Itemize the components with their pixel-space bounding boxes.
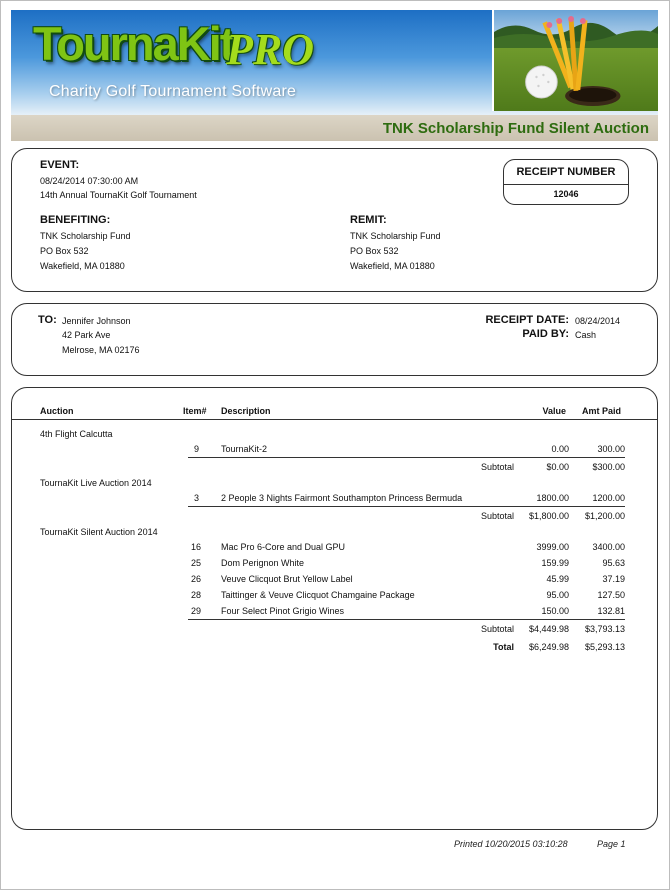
recipient-address1: 42 Park Ave — [62, 330, 111, 340]
group-auction-name: TournaKit Live Auction 2014 — [40, 478, 152, 488]
table-row-amt-paid: 132.81 — [597, 606, 625, 616]
table-row-value: 3999.00 — [536, 542, 569, 552]
auction-items-table — [11, 387, 658, 830]
benefiting-line1: TNK Scholarship Fund — [40, 231, 131, 241]
printed-timestamp: Printed 10/20/2015 03:10:28 — [454, 839, 568, 849]
table-row-description: Veuve Clicquot Brut Yellow Label — [221, 574, 353, 584]
table-row-item: 28 — [191, 590, 202, 600]
remit-line2: PO Box 532 — [350, 246, 399, 256]
table-row-value: 159.99 — [541, 558, 569, 568]
col-header-auction: Auction — [40, 406, 74, 416]
total-label: Total — [493, 642, 514, 652]
benefiting-line2: PO Box 532 — [40, 246, 89, 256]
remit-label: REMIT: — [350, 214, 387, 226]
recipient-box — [11, 303, 658, 376]
col-header-description: Description — [221, 406, 271, 416]
total-amt-paid: $5,293.13 — [584, 642, 625, 652]
table-row-item: 25 — [191, 558, 202, 568]
subtotal-amt-paid: $1,200.00 — [584, 511, 625, 521]
logo-wordmark: TournaKit — [33, 17, 234, 70]
table-row-description: Four Select Pinot Grigio Wines — [221, 606, 345, 616]
event-info-box — [11, 148, 658, 292]
col-header-value: Value — [542, 406, 566, 416]
subtotal-value: $0.00 — [546, 462, 569, 472]
table-row-item: 3 — [194, 493, 200, 503]
table-row-value: 95.00 — [546, 590, 569, 600]
event-label: EVENT: — [40, 159, 80, 171]
table-row-amt-paid: 95.63 — [602, 558, 625, 568]
header-banner — [11, 10, 658, 115]
subtotal-label: Subtotal — [480, 511, 514, 521]
table-row-value: 150.00 — [541, 606, 569, 616]
report-title: TNK Scholarship Fund Silent Auction — [382, 120, 649, 137]
page-number: Page 1 — [597, 839, 626, 849]
benefiting-label: BENEFITING: — [40, 214, 111, 226]
receipt-number-box — [503, 159, 629, 205]
table-row-amt-paid: 1200.00 — [592, 493, 625, 503]
table-row-amt-paid: 300.00 — [597, 444, 625, 454]
table-row-item: 26 — [191, 574, 202, 584]
table-row-amt-paid: 127.50 — [597, 590, 625, 600]
table-row-item: 9 — [194, 444, 200, 454]
table-row-description: 2 People 3 Nights Fairmont Southampton Princess Bermuda — [221, 493, 463, 503]
table-row-description: Mac Pro 6-Core and Dual GPU — [221, 542, 346, 552]
subtotal-amt-paid: $300.00 — [592, 462, 625, 472]
receipt-number-label: RECEIPT NUMBER — [516, 166, 616, 178]
group-divider — [188, 457, 625, 458]
receipt-date-label: RECEIPT DATE: — [485, 314, 569, 326]
event-datetime: 08/24/2014 07:30:00 AM — [40, 176, 139, 186]
table-row-value: 45.99 — [546, 574, 569, 584]
remit-line1: TNK Scholarship Fund — [350, 231, 441, 241]
col-header-item: Item# — [183, 406, 207, 416]
col-header-amt-paid: Amt Paid — [581, 406, 621, 416]
report-title-bar — [11, 115, 658, 141]
table-row-description: Taittinger & Veuve Clicquot Chamgaine Package — [221, 590, 415, 600]
subtotal-label: Subtotal — [480, 624, 514, 634]
subtotal-value: $1,800.00 — [528, 511, 569, 521]
group-auction-name: 4th Flight Calcutta — [40, 429, 113, 439]
golf-ball-pencils-photo — [492, 10, 658, 111]
table-row-amt-paid: 3400.00 — [592, 542, 625, 552]
subtotal-label: Subtotal — [480, 462, 514, 472]
golf-photo-illustration — [494, 10, 658, 111]
remit-line3: Wakefield, MA 01880 — [350, 261, 435, 271]
tagline: Charity Golf Tournament Software — [49, 83, 297, 100]
subtotal-amt-paid: $3,793.13 — [584, 624, 625, 634]
subtotal-value: $4,449.98 — [528, 624, 569, 634]
group-divider — [188, 506, 625, 507]
table-row-description: Dom Perignon White — [221, 558, 305, 568]
group-auction-name: TournaKit Silent Auction 2014 — [40, 527, 158, 537]
table-row-item: 29 — [191, 606, 202, 616]
paid-by-value: Cash — [575, 330, 597, 340]
recipient-address2: Melrose, MA 02176 — [62, 345, 140, 355]
group-divider — [188, 619, 625, 620]
benefiting-line3: Wakefield, MA 01880 — [40, 261, 125, 271]
recipient-name: Jennifer Johnson — [62, 316, 131, 326]
table-row-value: 1800.00 — [536, 493, 569, 503]
logo-pro-mark: PRO — [226, 25, 314, 74]
receipt-number-divider — [504, 184, 628, 185]
receipt-number-value: 12046 — [553, 189, 579, 199]
table-row-item: 16 — [191, 542, 202, 552]
paid-by-label: PAID BY: — [522, 328, 569, 340]
receipt-date-value: 08/24/2014 — [575, 316, 621, 326]
table-row-description: TournaKit-2 — [221, 444, 268, 454]
total-value: $6,249.98 — [528, 642, 569, 652]
event-name: 14th Annual TournaKit Golf Tournament — [40, 190, 197, 200]
table-row-amt-paid: 37.19 — [602, 574, 625, 584]
to-label: TO: — [38, 314, 57, 326]
header-divider — [12, 419, 657, 420]
table-row-value: 0.00 — [551, 444, 569, 454]
